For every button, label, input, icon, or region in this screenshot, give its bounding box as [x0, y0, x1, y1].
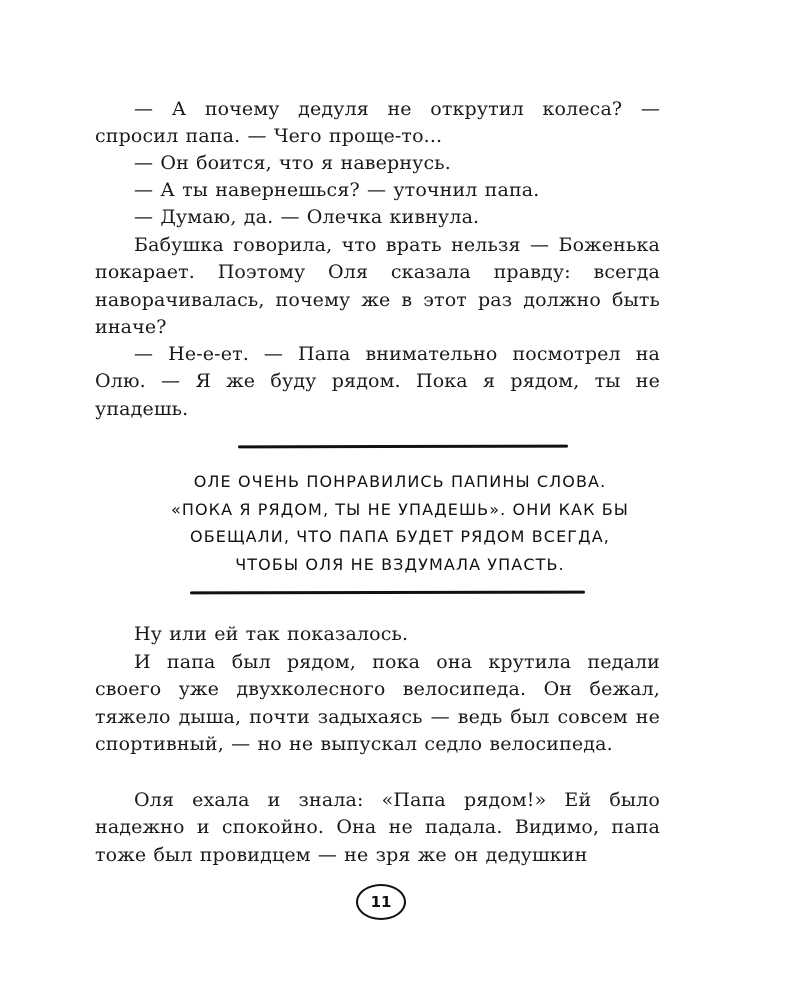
paragraph-3: — А ты навернешься? — уточнил папа.: [134, 179, 540, 201]
callout-line-4: ЧТОБЫ ОЛЯ НЕ ВЗДУМАЛА УПАСТЬ.: [235, 554, 565, 574]
paragraph-4: — Думаю, да. — Олечка кивнула.: [134, 206, 480, 228]
paragraph-5: Бабушка говорила, что врать нельзя — Боженька покарает. Поэтому Оля сказала правду: всегда наворачивалась, почему же в этот раз должно быть иначе?: [95, 234, 660, 338]
callout-quote: [100, 468, 700, 578]
callout-line-2: «ПОКА Я РЯДОМ, ТЫ НЕ УПАДЕШЬ». ОНИ КАК БЫ: [170, 499, 630, 519]
callout-divider-bottom: [190, 591, 585, 595]
paragraph-7: Ну или ей так показалось.: [134, 623, 409, 645]
paragraph-1: — А почему дедуля не открутил колеса? — спросил папа. — Чего проще-то...: [95, 98, 660, 148]
paragraph-2: — Он боится, что я навернусь.: [134, 152, 451, 174]
callout-divider-top: [238, 445, 568, 449]
paragraph-8: И папа был рядом, пока она крутила педали своего уже двухколесного велосипеда. Он бежал, тяжело дыша, почти задыхаясь — ведь был совсем не спортивный, — но не выпускал седло велосипеда.: [95, 651, 660, 755]
callout-line-1: ОЛЕ ОЧЕНЬ ПОНРАВИЛИСЬ ПАПИНЫ СЛОВА.: [193, 472, 607, 491]
paragraph-9: Оля ехала и знала: «Папа рядом!» Ей было надежно и спокойно. Она не падала. Видимо, папа тоже был провидцем — не зря же он дедушкин: [95, 789, 660, 866]
callout-line-3: ОБЕЩАЛИ, ЧТО ПАПА БУДЕТ РЯДОМ ВСЕГДА,: [190, 527, 610, 546]
paragraph-6: — Не-е-ет. — Папа внимательно посмотрел на Олю. — Я же буду рядом. Пока я рядом, ты не упадешь.: [95, 343, 660, 420]
page-number: 11: [356, 884, 406, 920]
